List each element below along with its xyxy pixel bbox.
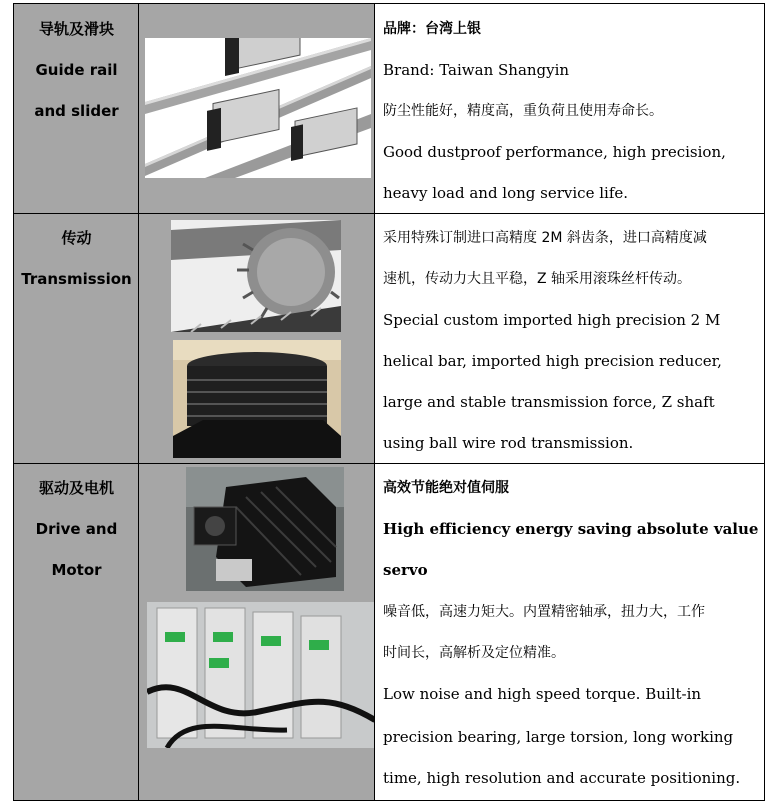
label-en-line-2: Motor xyxy=(51,561,102,579)
table-row-drive-motor xyxy=(13,463,765,801)
helical-rack-gear-photo-icon xyxy=(171,220,341,332)
description-en-line-2: heavy load and long service life. xyxy=(383,184,629,202)
table-row-guide-rail xyxy=(13,3,765,214)
description-cell xyxy=(374,214,765,464)
label-en-line-1: Guide rail xyxy=(35,61,118,79)
servo-motor-photo-icon xyxy=(186,467,344,591)
guide-rail-photo-icon xyxy=(145,38,371,178)
label-en-line-1: Transmission xyxy=(21,270,132,288)
description-en-line-2: helical bar, imported high precision reducer, xyxy=(383,352,722,370)
label-cn: 导轨及滑块 xyxy=(38,20,114,38)
description-cn: 防尘性能好，精度高，重负荷且使用寿命长。 xyxy=(383,103,663,119)
description-en-line-1: Special custom imported high precision 2 M xyxy=(383,311,721,329)
description-en-line-2: precision bearing, large torsion, long working xyxy=(383,728,734,746)
description-en-line-1: Good dustproof performance, high precision, xyxy=(383,143,726,161)
heading-en-line-2: servo xyxy=(383,561,428,579)
description-cn-line-1: 噪音低，高速力矩大。内置精密轴承，扭力大，工作 xyxy=(383,604,705,620)
heading-en-line-1: High efficiency energy saving absolute value xyxy=(383,520,759,538)
label-cell xyxy=(13,214,138,464)
description-cn-line-2: 时间长，高解析及定位精准。 xyxy=(383,645,565,661)
label-cell xyxy=(13,464,138,800)
image-cell xyxy=(138,464,374,800)
brand-cn: 品牌：台湾上银 xyxy=(383,21,481,37)
label-cn: 传动 xyxy=(61,229,92,247)
image-cell xyxy=(138,214,374,464)
spec-table xyxy=(13,3,765,800)
heading-cn: 高效节能绝对值伺服 xyxy=(383,480,509,496)
brand-en: Brand: Taiwan Shangyin xyxy=(383,61,570,79)
image-cell xyxy=(138,4,374,214)
reducer-photo-icon xyxy=(173,340,341,458)
label-en-line-2: and slider xyxy=(34,102,119,120)
description-cell xyxy=(374,464,765,800)
description-cell xyxy=(374,4,765,214)
table-row-transmission xyxy=(13,213,765,464)
label-cell xyxy=(13,4,138,214)
description-en-line-4: using ball wire rod transmission. xyxy=(383,434,634,452)
label-en-line-1: Drive and xyxy=(35,520,118,538)
label-cn: 驱动及电机 xyxy=(38,479,114,497)
description-en-line-3: large and stable transmission force, Z shaft xyxy=(383,393,715,411)
description-en-line-3: time, high resolution and accurate positioning. xyxy=(383,769,741,787)
description-en-line-1: Low noise and high speed torque. Built-in xyxy=(383,685,702,703)
description-cn-line-2: 速机，传动力大且平稳，Z 轴采用滚珠丝杆传动。 xyxy=(383,271,692,287)
description-cn-line-1: 采用特殊订制进口高精度 2M 斜齿条，进口高精度减 xyxy=(383,230,707,246)
servo-driver-cabinet-photo-icon xyxy=(147,602,375,748)
